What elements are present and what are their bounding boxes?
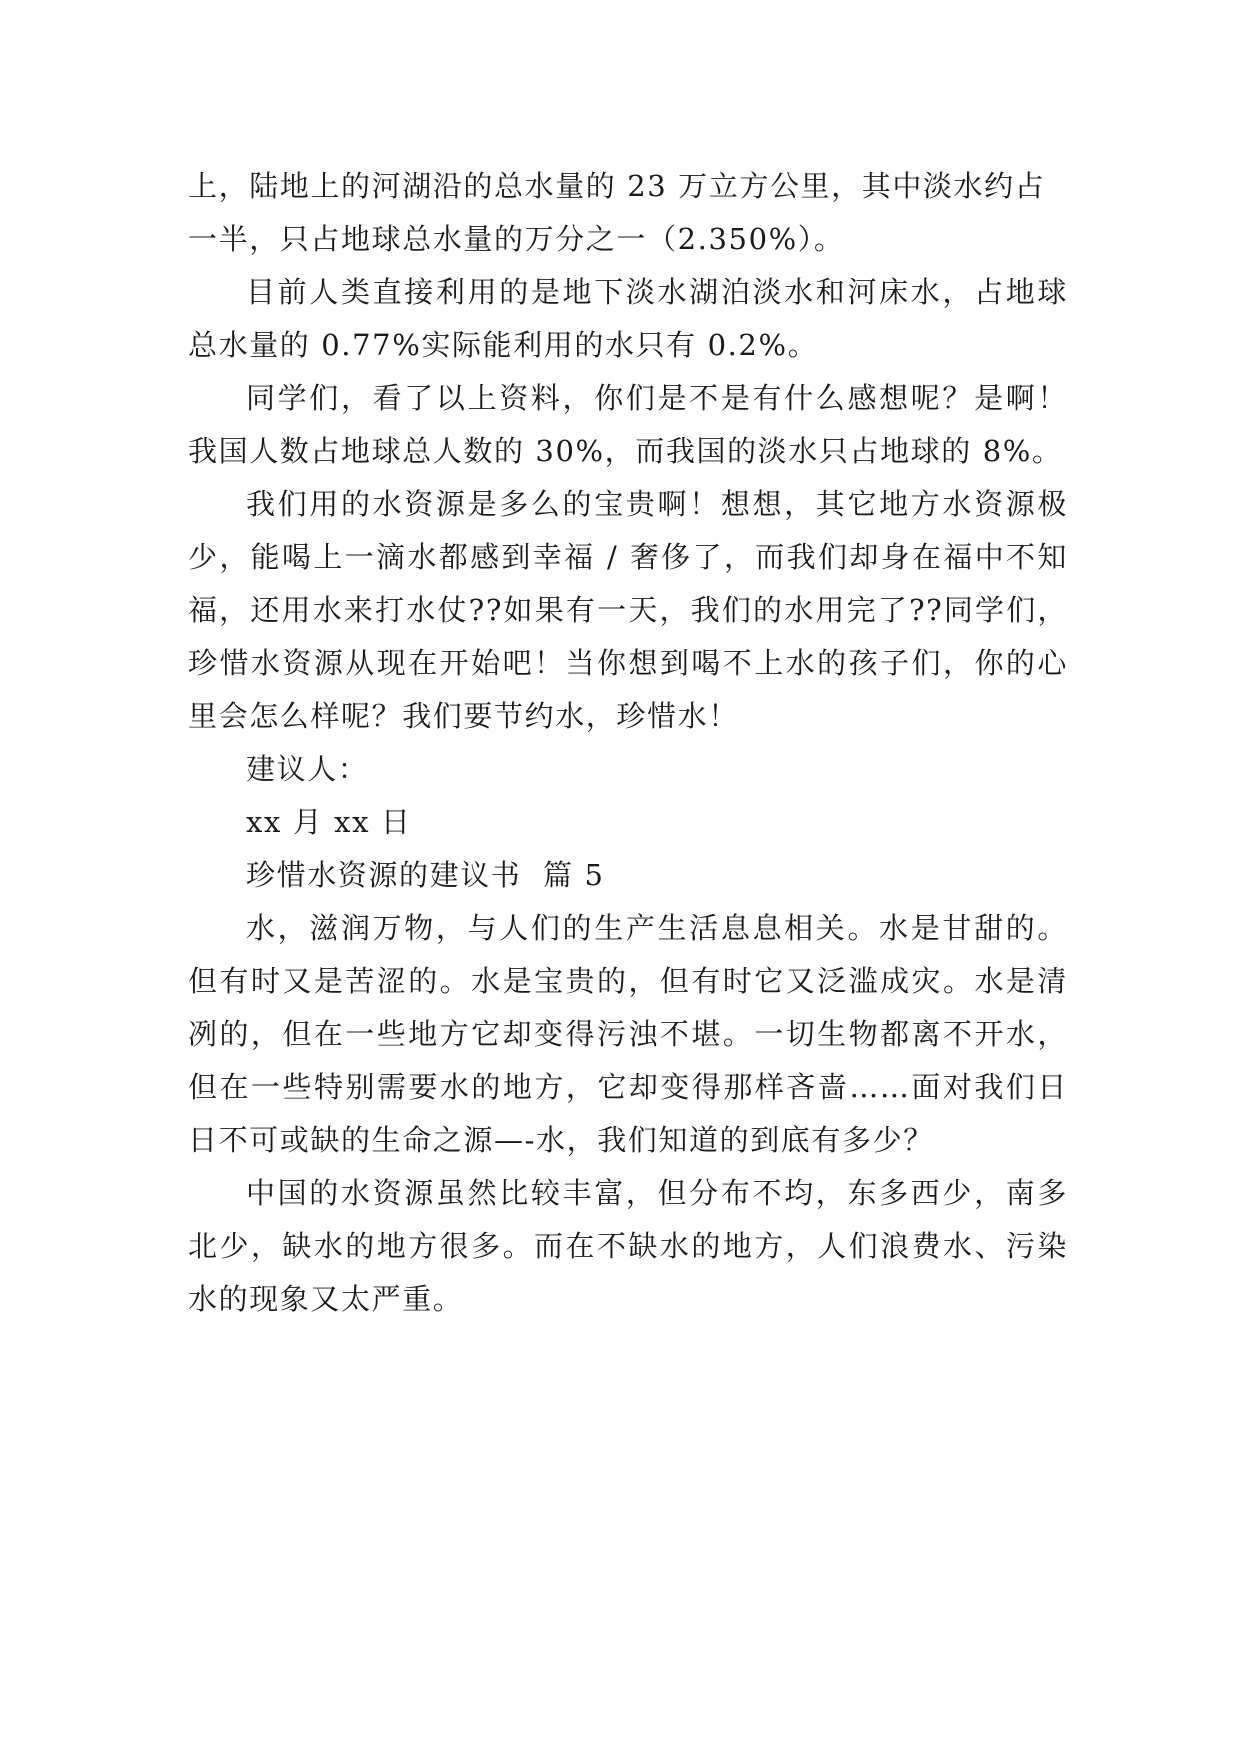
paragraph: 目前人类直接利用的是地下淡水湖泊淡水和河床水，占地球总水量的 0.77%实际能利用的水只有 0.2%。 [188, 275, 1068, 362]
paragraph: 中国的水资源虽然比较丰富，但分布不均，东多西少，南多北少，缺水的地方很多。而在不缺水的地方，人们浪费水、污染水的现象又太严重。 [188, 1176, 1068, 1316]
paragraph: 我们用的水资源是多么的宝贵啊！想想，其它地方水资源极少，能喝上一滴水都感到幸福 / 奢侈了，而我们却身在福中不知福，还用水来打水仗??如果有一天，我们的水用完了??同学们，珍惜水资源从现在开始吧！当你想到喝不上水的孩子们，你的心里会怎么样呢？我们要节约水，珍惜水！ [188, 487, 1068, 733]
paragraph: 水，滋润万物，与人们的生产生活息息相关。水是甘甜的。但有时又是苦涩的。水是宝贵的，但有时它又泛滥成灾。水是清冽的，但在一些地方它却变得污浊不堪。一切生物都离不开水，但在一些特别需要水的地方，它却变得那样吝啬……面对我们日日不可或缺的生命之源—-水，我们知道的到底有多少？ [188, 911, 1068, 1157]
date-line: xx 月 xx 日 [246, 805, 412, 839]
document-body [188, 160, 1068, 1326]
section-title: 珍惜水资源的建议书 篇 5 [246, 858, 605, 892]
proposer-label: 建议人： [246, 752, 369, 786]
paragraph-continuation: 上，陆地上的河湖沿的总水量的 23 万立方公里，其中淡水约占一半，只占地球总水量的万分之一（2.350%）。 [188, 169, 1046, 256]
paragraph: 同学们，看了以上资料，你们是不是有什么感想呢？是啊！我国人数占地球总人数的 30%，而我国的淡水只占地球的 8%。 [188, 381, 1068, 468]
